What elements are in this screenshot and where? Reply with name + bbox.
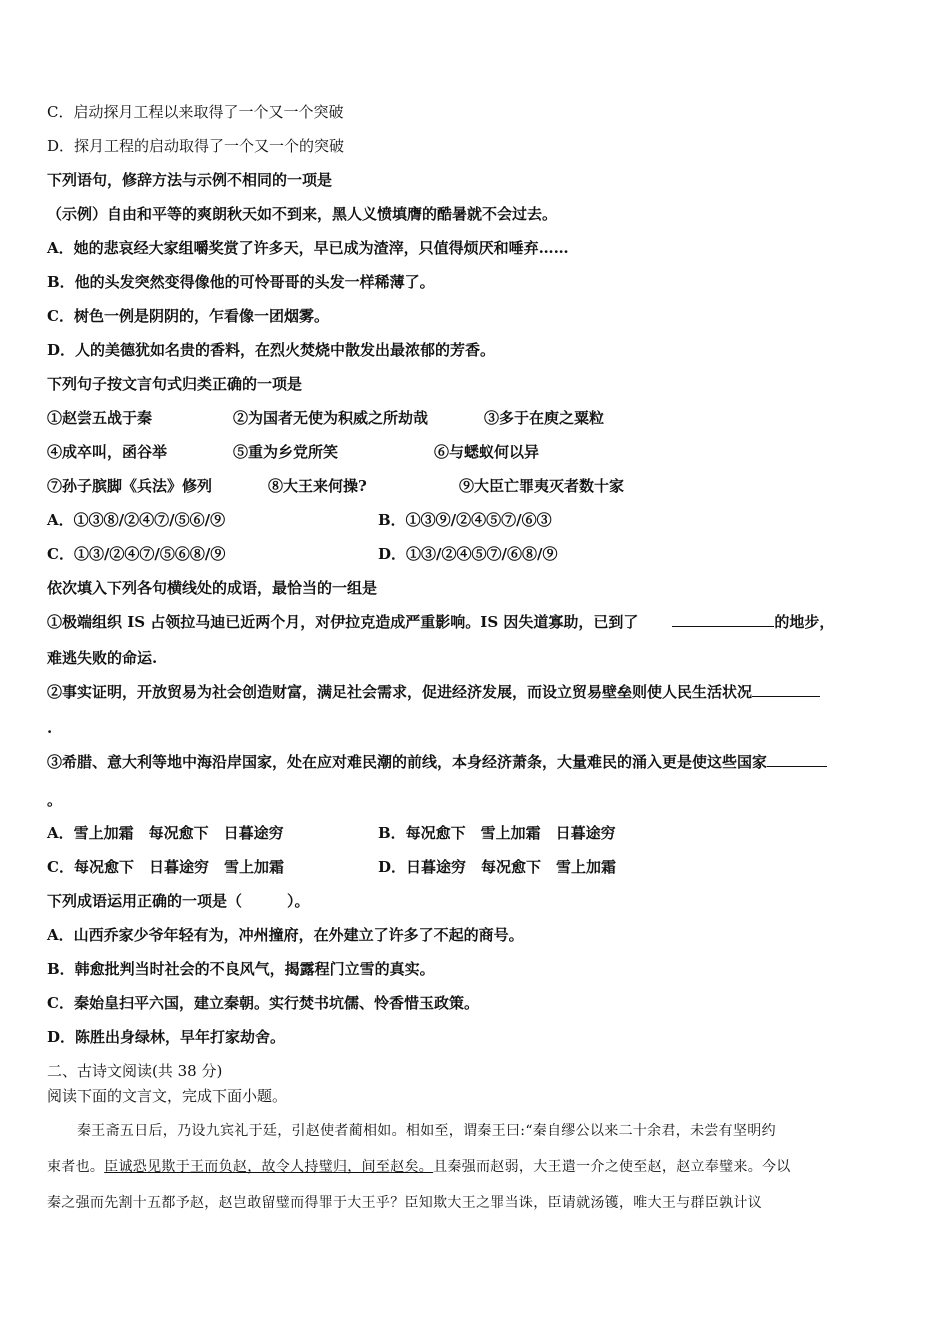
syntax-item: ⑥与蟋蚁何以异	[434, 443, 540, 461]
option-d: D．人的美德犹如名贵的香料，在烈火焚烧中散发出最浓郁的芳香。	[47, 341, 496, 359]
sentence-1-tail: 的地步，	[774, 613, 835, 631]
question-syntax-stem: 下列句子按文言句式归类正确的一项是	[47, 375, 303, 393]
passage-line-3: 秦之强而先割十五都予赵，赵岂敢留璧而得罪于大王乎？臣知欺大王之罪当诛，臣请就汤镬，唯大王与群臣孰计议	[47, 1195, 762, 1211]
sentence-2	[47, 682, 820, 702]
option-a: A．①③⑧/②④⑦/⑤⑥/⑨	[47, 511, 226, 529]
syntax-item: ②为国者无使为积威之所劫哉	[233, 409, 429, 427]
sentence-2-end: .	[47, 719, 53, 737]
option-b: B．韩愈批判当时社会的不良风气，揭露程门立雪的真实。	[47, 960, 435, 978]
sentence-3-end: 。	[47, 791, 63, 809]
syntax-item: ⑦孙子膑脚《兵法》修列	[47, 477, 213, 495]
syntax-item: ⑨大臣亡罪夷灭者数十家	[459, 477, 625, 495]
passage-underlined-sentence: 臣诚恐见欺于王而负赵，故令人持璧归，间至赵矣。	[104, 1159, 434, 1175]
fill-blank	[767, 752, 827, 767]
question-rhetoric-example: （示例）自由和平等的爽朗秋天如不到来，黑人义愤填膺的酷暑就不会过去。	[47, 205, 558, 223]
section-instruction: 阅读下面的文言文，完成下面小题。	[47, 1087, 288, 1105]
option-c: C．①③/②④⑦/⑤⑥⑧/⑨	[47, 545, 226, 563]
option-d: D．日暮途穷 每况愈下 雪上加霜	[378, 858, 617, 876]
passage-text: 秦王斋五日后，乃设九宾礼于廷，引赵使者蔺相如。相如至，谓秦王曰:“秦自缪公以来二十余君，未尝有坚明约	[77, 1123, 776, 1139]
option-a: A．山西乔家少爷年轻有为，冲州撞府，在外建立了许多了不起的商号。	[47, 926, 524, 944]
option-c: C．秦始皇扫平六国，建立秦朝。实行焚书坑儒、怜香惜玉政策。	[47, 994, 479, 1012]
option-a: A．雪上加霜 每况愈下 日暮途穷	[47, 824, 284, 842]
syntax-item: ①赵尝五战于秦	[47, 409, 153, 427]
option-d: D．陈胜出身绿林，早年打家劫舍。	[47, 1028, 286, 1046]
fill-blank	[672, 612, 774, 627]
sentence-1-continued: 难逃失败的命运.	[47, 649, 158, 667]
option-d: D．①③/②④⑤⑦/⑥⑧/⑨	[378, 545, 558, 563]
sentence-3	[47, 752, 827, 772]
question-idiom-fill-stem: 依次填入下列各句横线处的成语，最恰当的一组是	[47, 579, 378, 597]
option-c: C．树色一例是阴阴的，乍看像一团烟雾。	[47, 307, 329, 325]
option-b: B．每况愈下 雪上加霜 日暮途穷	[378, 824, 616, 842]
passage-line-1	[47, 1121, 907, 1141]
syntax-item: ⑧大王来何操?	[268, 477, 367, 495]
sentence-2-text: ②事实证明，开放贸易为社会创造财富，满足社会需求，促进经济发展，而设立贸易壁垒则使人民生活状况	[47, 683, 753, 701]
passage-text: 束者也。	[47, 1159, 105, 1175]
passage-line-2	[47, 1157, 907, 1177]
question-idiom-use-stem: 下列成语运用正确的一项是（ ）。	[47, 892, 310, 910]
option-d-prev: D．探月工程的启动取得了一个又一个的突破	[47, 137, 345, 155]
option-c-prev: C．启动探月工程以来取得了一个又一个突破	[47, 103, 344, 121]
option-b: B．他的头发突然变得像他的可怜哥哥的头发一样稀薄了。	[47, 273, 435, 291]
fill-blank	[752, 682, 820, 697]
section-heading: 二、古诗文阅读(共 38 分)	[47, 1062, 223, 1080]
sentence-1-text: ①极端组织 IS 占领拉马迪已近两个月，对伊拉克造成严重影响。IS 因失道寡助，已到了	[47, 613, 639, 631]
syntax-item: ⑤重为乡党所笑	[233, 443, 339, 461]
option-a: A．她的悲哀经大家组嚼奖赏了许多天，早已成为渣滓，只值得烦厌和唾弃……	[47, 239, 569, 257]
option-b: B．①③⑨/②④⑤⑦/⑥③	[378, 511, 552, 529]
syntax-item: ③多于在庾之粟粒	[484, 409, 605, 427]
question-rhetoric-stem: 下列语句，修辞方法与示例不相同的一项是	[47, 171, 333, 189]
sentence-3-text: ③希腊、意大利等地中海沿岸国家，处在应对难民潮的前线，本身经济萧条，大量难民的涌入更是使这些国家	[47, 753, 768, 771]
option-c: C．每况愈下 日暮途穷 雪上加霜	[47, 858, 284, 876]
syntax-item: ④成卒叫，函谷举	[47, 443, 168, 461]
sentence-1	[47, 612, 834, 632]
passage-text: 且秦强而赵弱，大王遣一介之使至赵，赵立奉璧来。今以	[433, 1159, 791, 1175]
